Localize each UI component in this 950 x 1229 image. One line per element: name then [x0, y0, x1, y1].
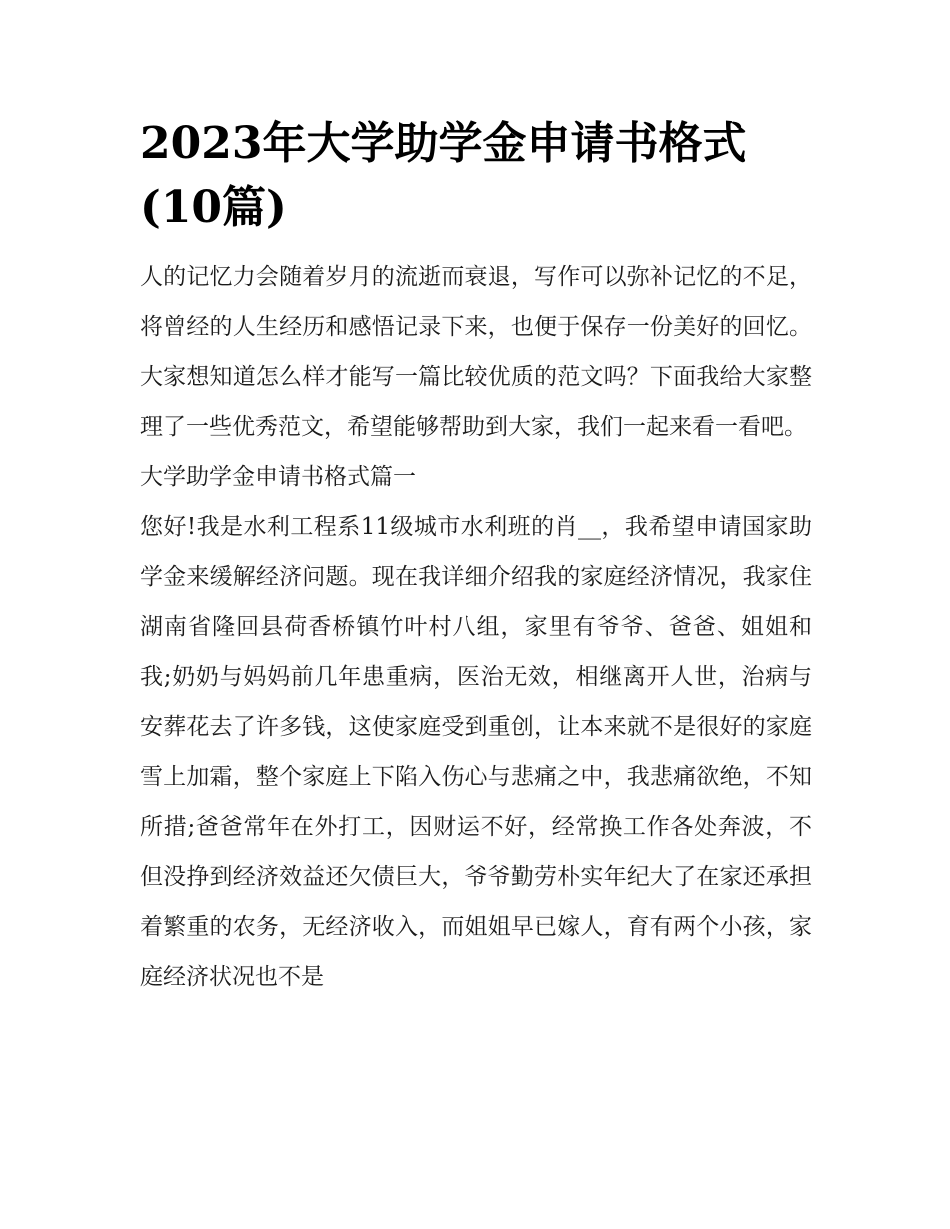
document-content [140, 112, 812, 1002]
document-title: 2023年大学助学金申请书格式(10篇) [140, 118, 747, 233]
section-paragraph: 您好!我是水利工程系11级城市水利班的肖__，我希望申请国家助学金来缓解经济问题。现在我详细介绍我的家庭经济情况，我家住湖南省隆回县荷香桥镇竹叶村八组，家里有爷爷、爸爸、姐姐和我;奶奶与妈妈前几年患重病，医治无效，相继离开人世，治病与安葬花去了许多钱，这使家庭受到重创，让本来就不是很好的家庭雪上加霜，整个家庭上下陷入伤心与悲痛之中，我悲痛欲绝，不知所措;爸爸常年在外打工，因财运不好，经常换工作各处奔波，不但没挣到经济效益还欠债巨大，爷爷勤劳朴实年纪大了在家还承担着繁重的农务，无经济收入，而姐姐早已嫁人，育有两个小孩，家庭经济状况也不是 [140, 514, 812, 990]
intro-paragraph: 人的记忆力会随着岁月的流逝而衰退，写作可以弥补记忆的不足，将曾经的人生经历和感悟记录下来，也便于保存一份美好的回忆。大家想知道怎么样才能写一篇比较优质的范文吗？下面我给大家整理了一些优秀范文，希望能够帮助到大家，我们一起来看一看吧。 [140, 264, 812, 440]
section-heading: 大学助学金申请书格式篇一 [140, 464, 416, 490]
